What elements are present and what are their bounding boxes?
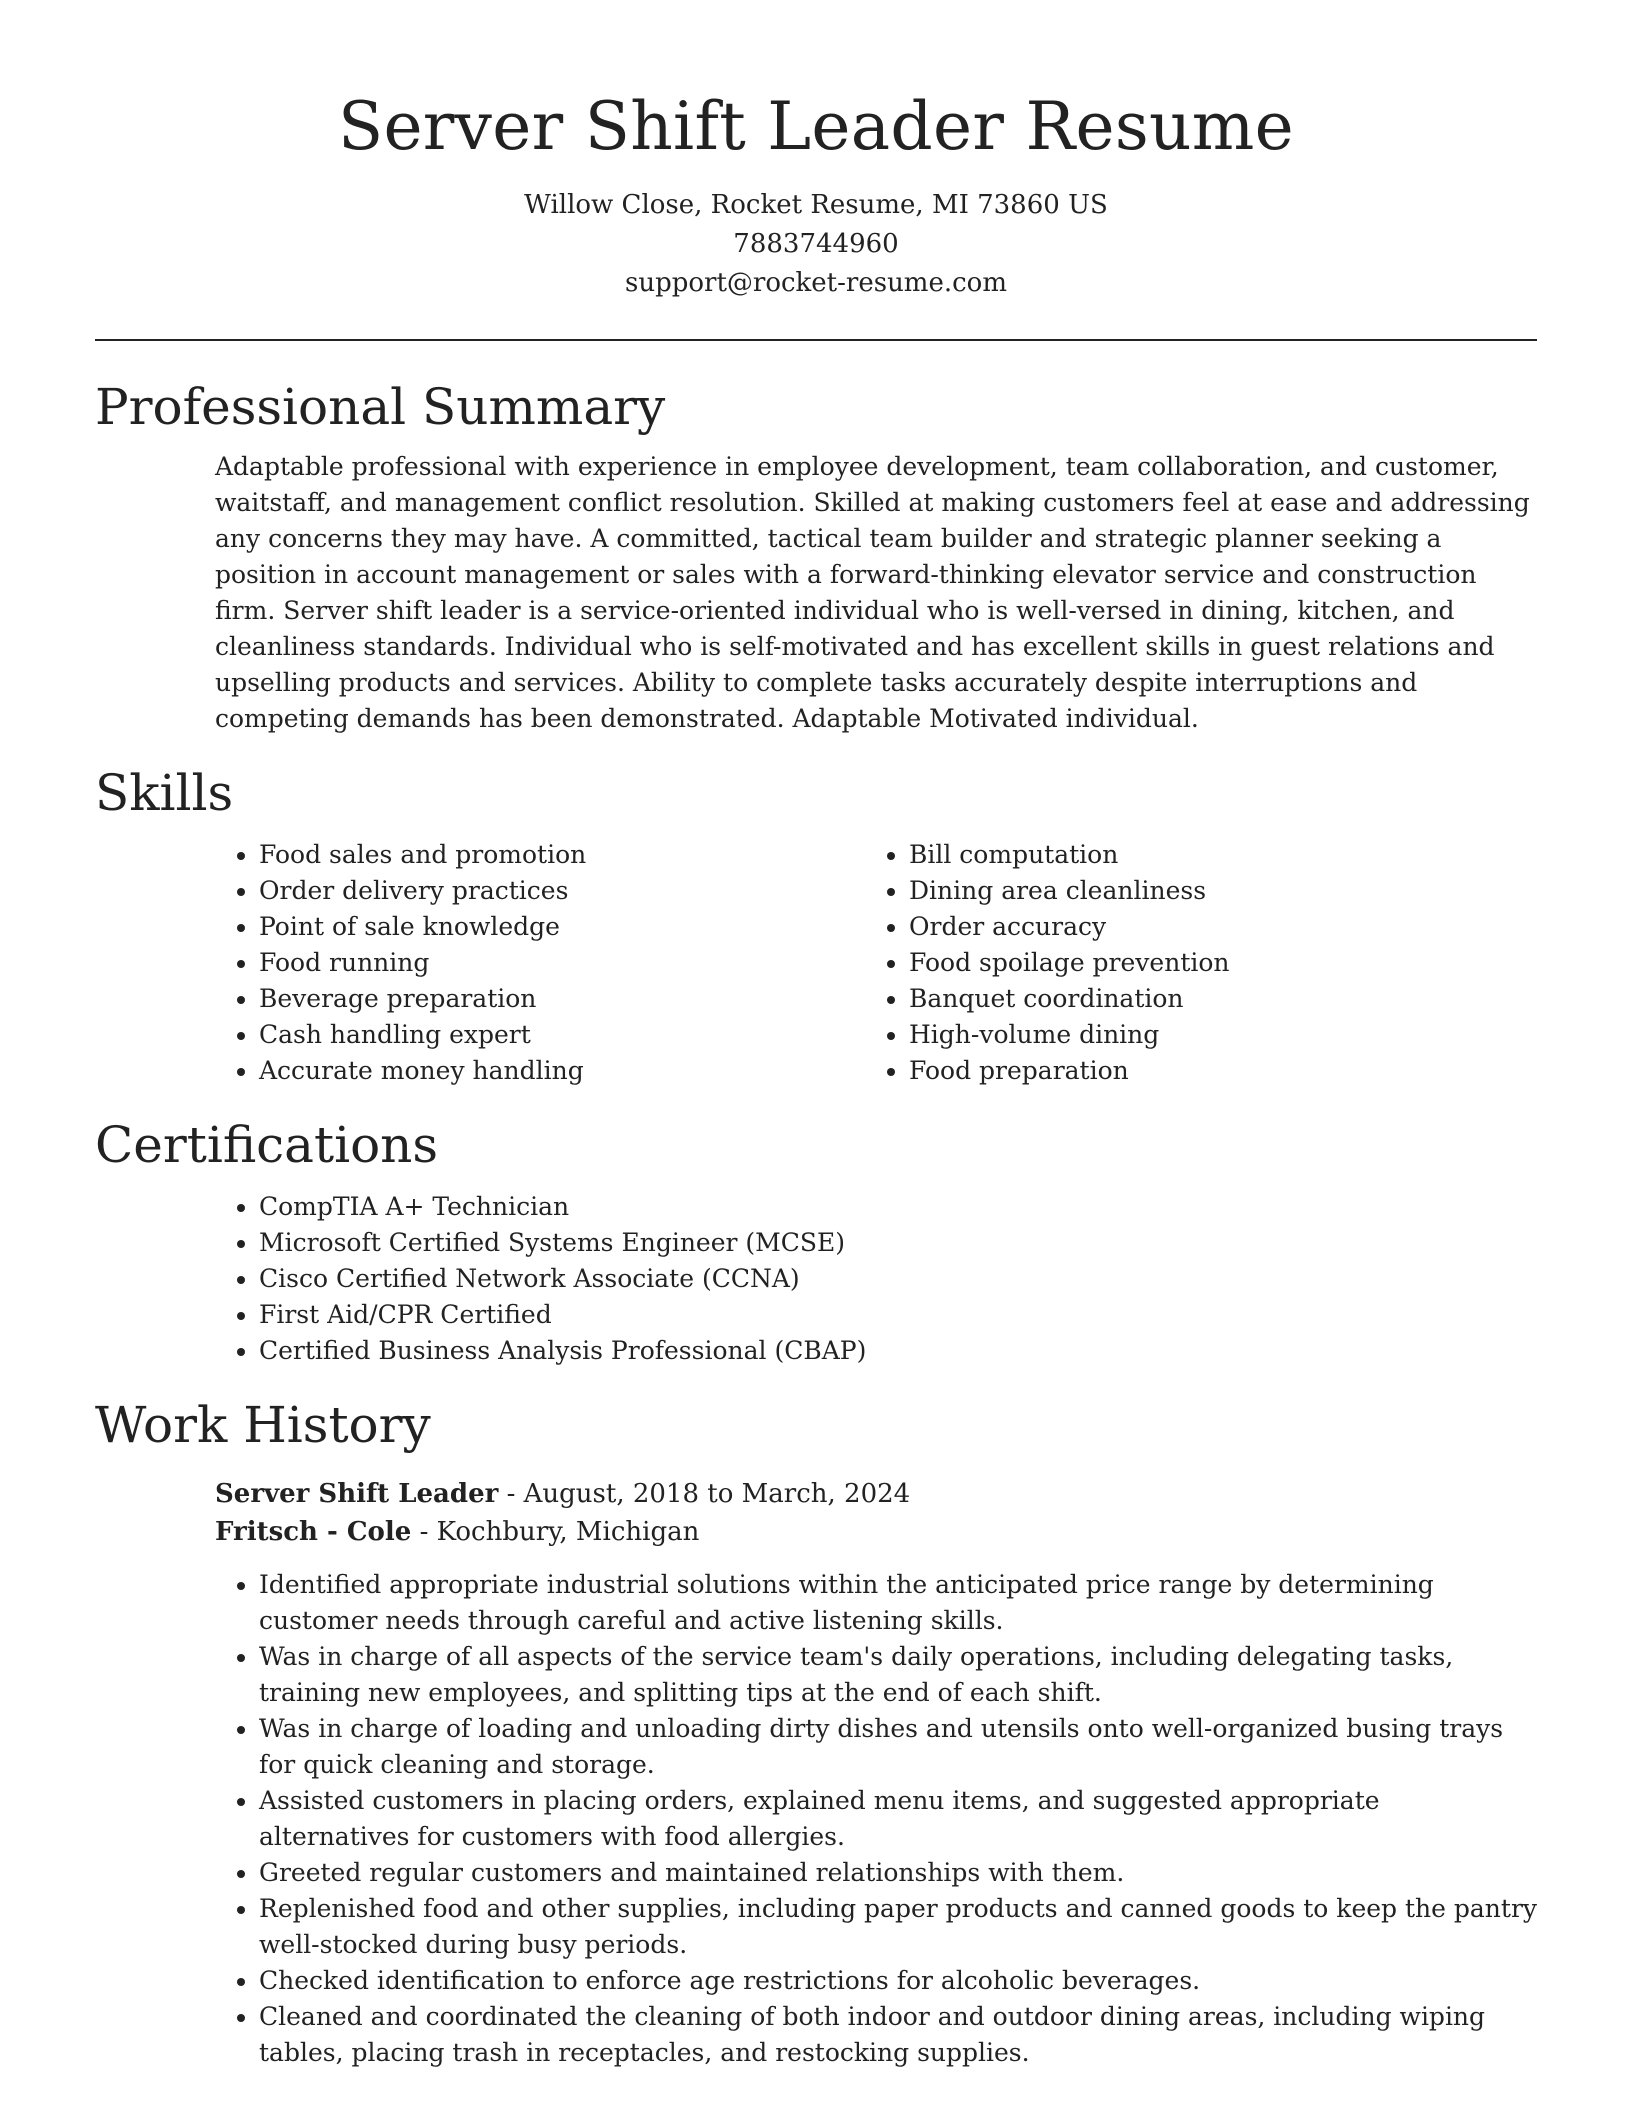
skills-section [95,761,1537,1089]
certification-item: • Cisco Certified Network Associate (CCNA) [259,1261,1537,1297]
resume-title: Server Shift Leader Resume [337,88,1295,165]
skill-item: • Food running [259,945,865,981]
certification-item: • Microsoft Certified Systems Engineer (MCSE) [259,1225,1537,1261]
job-bullet: • Was in charge of loading and unloading dirty dishes and utensils onto well-organized busing trays for quick cleaning and storage. [259,1711,1537,1783]
skills-list-right [865,837,1515,1089]
job-bullet: • Checked identification to enforce age restrictions for alcoholic beverages. [259,1963,1537,1999]
job-bullet: • Assisted customers in placing orders, explained menu items, and suggested appropriate alternatives for customers with food allergies. [259,1783,1537,1855]
contact-address: Willow Close, Rocket Resume, MI 73860 US [524,190,1108,220]
skill-item: • Order delivery practices [259,873,865,909]
job-responsibilities [215,1567,1537,2071]
skills-column-left [215,837,865,1089]
skill-item: • Food sales and promotion [259,837,865,873]
header-divider [95,339,1537,341]
job-company-line [215,1513,1537,1551]
job-header [215,1475,1537,1551]
skill-item: • Dining area cleanliness [909,873,1515,909]
skill-item: • Food spoilage prevention [909,945,1515,981]
job-bullet: • Greeted regular customers and maintained relationships with them. [259,1855,1537,1891]
skills-list-left [215,837,865,1089]
job-bullet: • Cleaned and coordinated the cleaning of both indoor and outdoor dining areas, including wiping tables, placing trash in receptacles, and restocking supplies. [259,1999,1537,2071]
summary-heading: Professional Summary [95,378,666,436]
certifications-list [215,1189,1537,1369]
certifications-block [215,1189,1537,1369]
skill-item: • Order accuracy [909,909,1515,945]
certifications-section [95,1113,1537,1369]
contact-phone: 7883744960 [733,229,899,259]
job-role: Server Shift Leader [215,1479,499,1509]
skill-item: • Banquet coordination [909,981,1515,1017]
skill-item: • Beverage preparation [259,981,865,1017]
job-bullet: • Identified appropriate industrial solutions within the anticipated price range by determining customer needs through careful and active listening skills. [259,1567,1537,1639]
job-title-line [215,1475,1537,1513]
contact-block [95,186,1537,303]
certification-item: • First Aid/CPR Certified [259,1297,1537,1333]
skill-item: • Food preparation [909,1053,1515,1089]
skills-heading: Skills [95,764,234,822]
resume-header [95,0,1537,303]
skills-column-right [865,837,1515,1089]
work-history-section [95,1393,1537,2071]
certifications-heading: Certifications [95,1116,439,1174]
skill-item: • Cash handling expert [259,1017,865,1053]
skills-grid [215,837,1537,1089]
skill-item: • Accurate money handling [259,1053,865,1089]
certification-item: • Certified Business Analysis Professional (CBAP) [259,1333,1537,1369]
summary-text: Adaptable professional with experience in employee development, team collaboration, and customer, waitstaff, and management conflict resolution. Skilled at making customers feel at ease and addressing any concerns they may have. A committed, tactical team builder and strategic planner seeking a position in account management or sales with a forward-thinking elevator service and construction firm. Server shift leader is a service-oriented individual who is well-versed in dining, kitchen, and cleanliness standards. Individual who is self-motivated and has excellent skills in guest relations and upselling products and services. Ability to complete tasks accurately despite interruptions and competing demands has been demonstrated. Adaptable Motivated individual. [215,452,1530,733]
job-bullet: • Was in charge of all aspects of the service team's daily operations, including delegating tasks, training new employees, and splitting tips at the end of each shift. [259,1639,1537,1711]
job-bullet-list [215,1567,1537,2071]
certification-item: • CompTIA A+ Technician [259,1189,1537,1225]
contact-email: support@rocket-resume.com [624,268,1007,298]
job-bullet: • Replenished food and other supplies, including paper products and canned goods to keep the pantry well-stocked during busy periods. [259,1891,1537,1963]
skill-item: • Point of sale knowledge [259,909,865,945]
work-history-heading: Work History [95,1396,431,1454]
summary-section [95,375,1537,737]
job-dates: - August, 2018 to March, 2024 [498,1479,911,1509]
skill-item: • High-volume dining [909,1017,1515,1053]
job-location: - Kochbury, Michigan [411,1517,700,1547]
skill-item: • Bill computation [909,837,1515,873]
job-company: Fritsch - Cole [215,1517,412,1547]
